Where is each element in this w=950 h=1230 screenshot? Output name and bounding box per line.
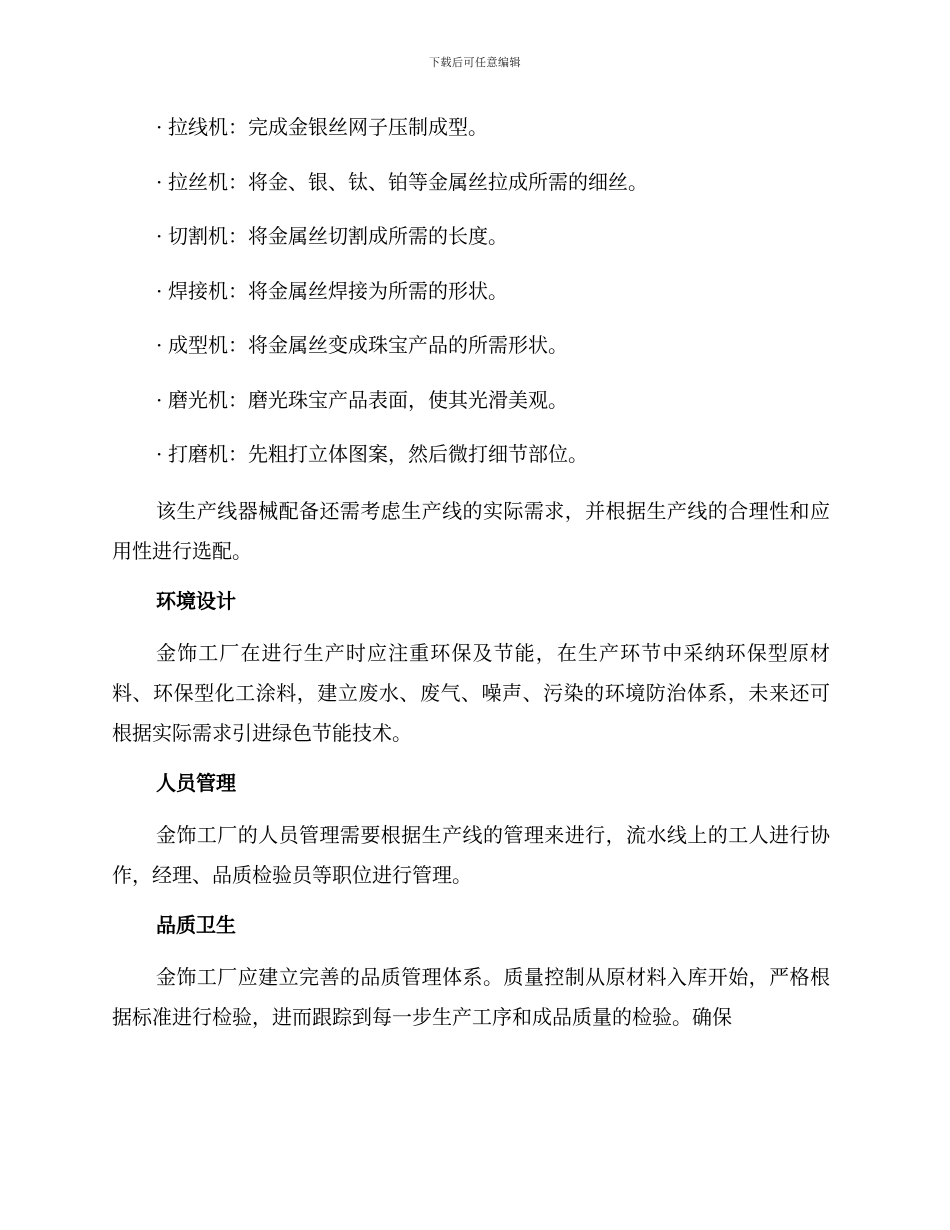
document-body [112, 109, 830, 1049]
list-item [156, 273, 830, 309]
section-quality [112, 907, 830, 1037]
list-item-text: 打磨机：先粗打立体图案，然后微打细节部位。 [168, 442, 588, 466]
list-item [156, 164, 830, 200]
section-personnel [112, 765, 830, 895]
list-item [156, 436, 830, 472]
list-item-text: 焊接机：将金属丝焊接为所需的形状。 [168, 278, 508, 303]
section-environment [112, 583, 830, 753]
section-heading: 人员管理 [156, 770, 236, 795]
page-header: 下载后可任意编辑 [429, 56, 521, 69]
list-item-text: 磨光机：磨光珠宝产品表面，使其光滑美观。 [168, 387, 568, 412]
section-heading: 环境设计 [156, 588, 236, 613]
list-item [156, 382, 830, 418]
section-heading: 品质卫生 [156, 912, 236, 937]
list-item [156, 109, 830, 145]
bullet-marker: · [156, 115, 163, 139]
bullet-marker: · [156, 224, 163, 248]
section-paragraph: 金饰工厂应建立完善的品质管理体系。质量控制从原材料入库开始，严格根据标准进行检验，进而跟踪到每一步生产工序和成品质量的检验。确保 [112, 964, 830, 1029]
list-item-text: 成型机：将金属丝变成珠宝产品的所需形状。 [168, 333, 568, 357]
list-item-text: 拉线机：完成金银丝网子压制成型。 [168, 115, 488, 139]
section-paragraph: 金饰工厂的人员管理需要根据生产线的管理来进行，流水线上的工人进行协作，经理、品质检验员等职位进行管理。 [112, 822, 830, 887]
list-item [156, 327, 830, 363]
list-item-text: 拉丝机：将金、银、钛、铂等金属丝拉成所需的细丝。 [168, 169, 648, 194]
list-item-text: 切割机：将金属丝切割成所需的长度。 [168, 224, 508, 248]
bullet-marker: · [156, 169, 163, 194]
bullet-marker: · [156, 387, 163, 412]
list-item [156, 218, 830, 254]
bullet-marker: · [156, 278, 163, 303]
bullet-marker: · [156, 442, 163, 466]
intro-paragraph: 该生产线器械配备还需考虑生产线的实际需求，并根据生产线的合理性和应用性进行选配。 [112, 498, 830, 563]
equipment-list [112, 109, 830, 472]
section-paragraph: 金饰工厂在进行生产时应注重环保及节能，在生产环节中采纳环保型原材料、环保型化工涂料，建立废水、废气、噪声、污染的环境防治体系，未来还可根据实际需求引进绿色节能技术。 [112, 640, 830, 745]
bullet-marker: · [156, 333, 163, 357]
